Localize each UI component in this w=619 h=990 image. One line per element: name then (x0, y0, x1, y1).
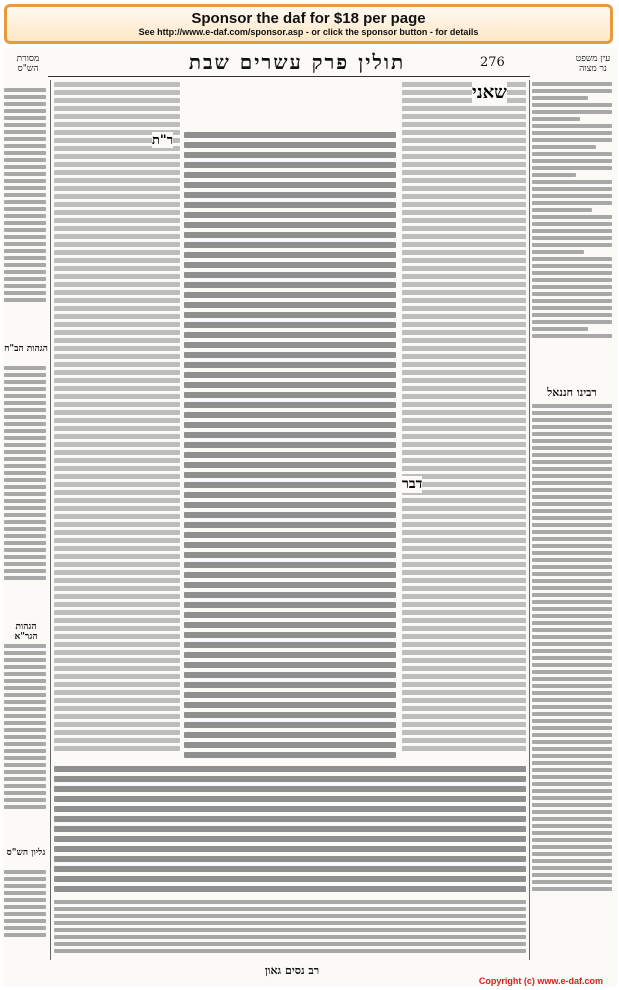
gemara-lower-text (54, 766, 526, 896)
left-margin-column-1 (4, 88, 46, 338)
gemara-main-text (184, 132, 396, 762)
sponsor-banner-title[interactable]: Sponsor the daf for $18 per page (191, 10, 426, 27)
left-margin-column-2 (4, 366, 46, 616)
sponsor-banner[interactable] (4, 4, 613, 44)
right-margin-label: רבינו חננאל (547, 386, 597, 399)
left-margin-column-3 (4, 644, 46, 844)
left-margin-column-4 (4, 870, 46, 960)
left-margin-divider (50, 80, 51, 960)
gemara-keyword-1: דבר (402, 476, 423, 492)
copyright-notice[interactable]: Copyright (c) www.e-daf.com (478, 976, 603, 986)
rashi-opening-word: שאני (472, 82, 507, 103)
header-left-label: מסורת הש"ס (16, 54, 40, 74)
hagahot-hagra-label: הגהות הגר"א (14, 622, 38, 642)
right-margin-column (532, 82, 612, 382)
right-margin-divider (529, 80, 530, 960)
page-footer (2, 978, 617, 990)
page-title: תולין פרק עשרים שבת (188, 50, 406, 74)
header-right-label: עין משפט נר מצוה (575, 54, 611, 74)
rabbeinu-chananel-column (532, 404, 612, 964)
talmud-page-scan (2, 48, 617, 986)
gilyon-hashas-label: גליון הש"ס (6, 848, 46, 858)
hagahot-habach-label: הגהות הב"ח (4, 344, 48, 354)
rav-nissim-gaon-label: רב נסים גאון (264, 964, 320, 977)
page-number: 276 (480, 55, 505, 70)
page-header (2, 50, 617, 78)
tosafot-opening-word: ר"ת (152, 133, 174, 148)
rashi-column (402, 82, 526, 762)
bottom-commentary (54, 900, 526, 962)
tosafot-column (54, 82, 180, 762)
sponsor-banner-subtitle[interactable]: See http://www.e-daf.com/sponsor.asp - or click the sponsor button - for details (138, 27, 479, 37)
header-rule (48, 76, 530, 77)
